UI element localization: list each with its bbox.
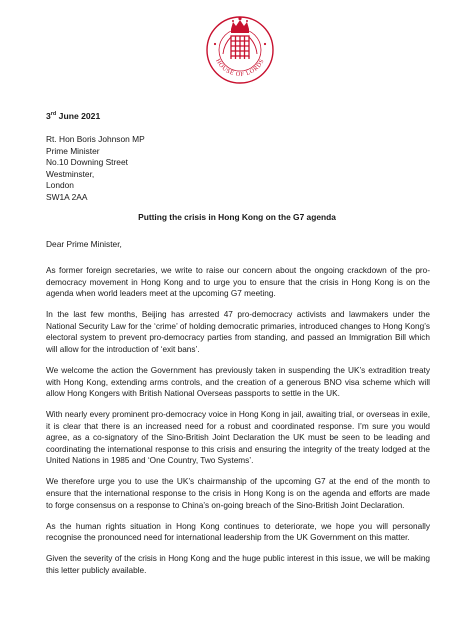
- body-paragraph: We therefore urge you to use the UK’s chairmanship of the upcoming G7 at the end of the month to ensure that the international response to the crisis in Hong Kong is on the agenda and efforts are made to forge consensus on a response to China’s on-going breach of the Sino-British Joint Declaration.: [46, 477, 430, 510]
- svg-text:HOUSE OF LORDS: HOUSE OF LORDS: [214, 57, 266, 79]
- house-of-lords-crest: [204, 10, 276, 88]
- body-paragraph: With nearly every prominent pro-democracy voice in Hong Kong in jail, awaiting trial, or overseas in exile, it is clear that there is an increased need for a robust and coordinated response. I’m sure you would agree, as a co-signatory of the Sino-British Joint Declaration the UK must be seen to be leading and coordinating the international response to this crisis and ensuring the integrity of the treaty lodged at the United Nations in 1985 and ‘One Country, Two Systems’.: [46, 410, 430, 466]
- address-line: London: [46, 180, 74, 191]
- salutation: Dear Prime Minister,: [46, 239, 122, 249]
- body-paragraph: We welcome the action the Government has previously taken in suspending the UK’s extradition treaty with Hong Kong, extending arms controls, and the creation of a generous BNO visa scheme which will allow Hong Kongers with British National Overseas passports to settle in the UK.: [46, 365, 430, 399]
- portcullis-crest-icon: [204, 10, 276, 88]
- letter-date: 3rd June 2021: [46, 111, 101, 121]
- letter-subject: Putting the crisis in Hong Kong on the G7 agenda: [138, 212, 336, 222]
- body-paragraph: Given the severity of the crisis in Hong Kong and the huge public interest in this issue, we will be making this letter publicly available.: [46, 554, 430, 575]
- recipient-address: [46, 134, 145, 204]
- body-paragraph: As the human rights situation in Hong Kong continues to deteriorate, we hope you will personally recognise the pronounced need for international leadership from the UK Government on this matter.: [46, 521, 430, 543]
- address-line: SW1A 2AA: [46, 191, 88, 202]
- address-line: Westminster,: [46, 168, 95, 179]
- body-paragraph: In the last few months, Beijing has arrested 47 pro-democracy activists and lawmakers under the National Security Law for the ‘crime’ of holding democratic primaries, introduced changes to Hong Kong’s electoral system to prevent pro-democracy parties from standing, and passed an Immigration Bill which will allow for the introduction of ‘exit bans’.: [46, 310, 430, 354]
- body-paragraph: As former foreign secretaries, we write to raise our concern about the ongoing crackdown of the pro-democracy movement in Hong Kong and to urge you to ensure that the crisis in Hong Kong is on the agenda when world leaders meet at the upcoming G7 meeting.: [46, 266, 430, 299]
- letter-body: [46, 265, 430, 586]
- address-line: No.10 Downing Street: [46, 157, 128, 168]
- address-line: Prime Minister: [46, 145, 100, 156]
- address-line: Rt. Hon Boris Johnson MP: [46, 134, 145, 144]
